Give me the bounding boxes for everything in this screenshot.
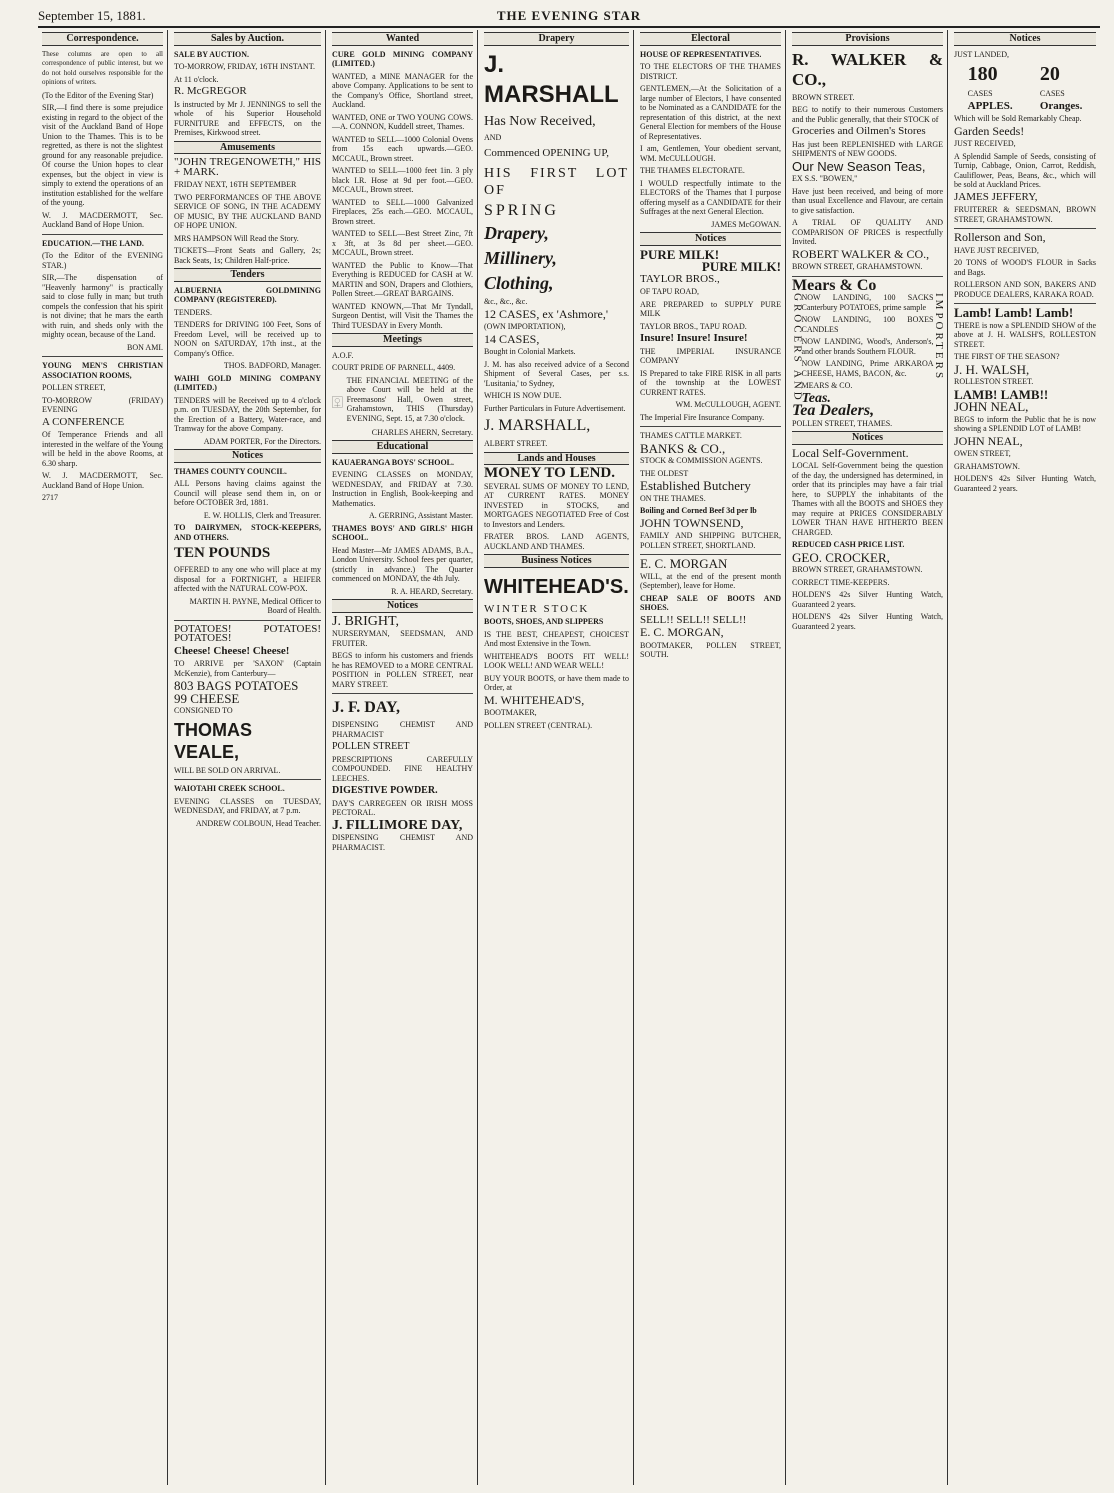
thomas-veale: THOMAS VEALE, <box>174 719 252 762</box>
tender-title: WAIHI GOLD MINING COMPANY (LIMITED.) <box>174 373 321 392</box>
walker-name: R. WALKER & CO., <box>792 49 943 89</box>
section-header: Electoral <box>640 32 781 46</box>
fillimore-name: J. FILLIMORE DAY, <box>332 817 463 833</box>
mears-landing-3: NOW LANDING, Wood's, Anderson's, and other brands Southern FLOUR. <box>801 337 934 356</box>
and-label: AND <box>484 132 502 142</box>
ymca-date: TO-MORROW (FRIDAY) EVENING <box>42 395 163 414</box>
oranges: Oranges. <box>1039 99 1083 112</box>
notice-title: THAMES COUNTY COUNCIL. <box>174 466 287 476</box>
column-drapery <box>480 30 634 1485</box>
ad-number: 2717 <box>42 493 58 502</box>
bright-name: J. BRIGHT, <box>332 613 400 629</box>
imperial-2: The Imperial Fire Insurance Company. <box>640 412 765 422</box>
jeffery: JAMES JEFFERY, <box>954 190 1038 203</box>
electorate: THE THAMES ELECTORATE. <box>640 166 745 175</box>
rolleston: ROLLESTON STREET. <box>954 377 1034 386</box>
stock-agents: STOCK & COMMISSION AGENTS. <box>640 456 763 465</box>
letter-body: SIR,—The dispensation of "Heavenly harmony" is practically said to close fully in man; but truth compels the confession that his spirit is not divine; that he mars the earth with ruin, and sheds only with the mighty ocean, because of the Land. <box>42 273 163 339</box>
electors: TO THE ELECTORS OF THE THAMES DISTRICT. <box>640 62 781 81</box>
holden-ad: HOLDEN'S 42s Silver Hunting Watch, Guaranteed 2 years. <box>792 612 943 631</box>
section-header: Educational <box>332 440 473 454</box>
supply-milk: ARE PREPARED to SUPPLY PURE MILK <box>640 299 781 318</box>
section-header: Notices <box>954 32 1096 46</box>
meeting-court: COURT PRIDE OF PARNELL, 4409. <box>332 363 456 372</box>
imperial: THE IMPERIAL INSURANCE COMPANY <box>640 346 781 365</box>
john-neal: JOHN NEAL, <box>954 399 1029 414</box>
on-thames: ON THE THAMES. <box>640 493 706 503</box>
insure-body: IS Prepared to take FIRE RISK in all parts of the township at the LOWEST CURRENT RATES. <box>640 368 781 397</box>
opening-up: Commenced OPENING UP, <box>484 147 609 159</box>
tapu-road: OF TAPU ROAD, <box>640 287 699 296</box>
wanted-ad: WANTED KNOWN,—That Mr Tyndall, Surgeon Dentist, will Visit the Thames the Third TUESDAY in Every Month. <box>332 301 473 330</box>
section-header: Tenders <box>174 268 321 282</box>
butchery: Established Butchery <box>640 478 751 493</box>
walker-body: BEG to notify to their numerous Customers and the Public generally, that their STOCK of <box>792 105 943 124</box>
ymca-sign: W. J. MACDERMOTT, Sec. Auckland Band of Hope Union. <box>42 471 163 490</box>
rollerson: Rollerson and Son, <box>954 230 1046 244</box>
garden-seeds: Garden Seeds! <box>954 123 1025 138</box>
morgan-body: WILL, at the end of the present month (September), leave for Home. <box>640 571 781 590</box>
section-header: Wanted <box>332 32 473 46</box>
etc: &c., &c., &c. <box>484 297 528 306</box>
meeting-sign: CHARLES AHERN, Secretary. <box>371 427 473 437</box>
walker-body-2: Has just been REPLENISHED with LARGE SHIPMENTS of NEW GOODS. <box>792 139 943 158</box>
lamb-body: THERE is now a SPLENDID SHOW of the above at J. H. WALSH'S, ROLLESTON STREET. <box>954 320 1096 349</box>
sale-time: At 11 o'clock. <box>174 74 219 84</box>
wanted-ad: WANTED the Public to Know—That Everything is REDUCED for CASH at W. MARTIN and SON, Drapers and Clothiers, Pollen Street.—GREAT BARGAINS. <box>332 260 473 298</box>
apples-count: 180 <box>967 63 998 85</box>
buy-boots: BUY YOUR BOOTS, or have them made to Order, at <box>484 673 629 692</box>
issue-date: September 15, 1881. <box>38 8 146 23</box>
sold-cheap: Which will be Sold Remarkably Cheap. <box>954 114 1082 123</box>
jeffery-sub: FRUITERER & SEEDSMAN, BROWN STREET, GRAHAMSTOWN. <box>954 205 1096 224</box>
tender-sub: TENDERS. <box>174 307 212 317</box>
tender-body: TENDERS will be Received up to 4 o'clock p.m. on TUESDAY, the 20th September, for the Erection of a Battery, Water-race, and Tramway for the above Company. <box>174 395 321 433</box>
pure-milk-2: PURE MILK! <box>701 259 781 274</box>
bright-sub: NURSERYMAN, SEEDSMAN, AND FRUITER. <box>332 629 473 648</box>
signature: W. J. MACDERMOTT, Sec. Auckland Band of Hope Union. <box>42 210 163 229</box>
column-provisions <box>788 30 948 1485</box>
mears-logo: Mears & Co <box>792 276 877 294</box>
mears-landing-4: NOW LANDING, Prime ARKAROA CHEESE, HAMS, BACON, &c. <box>801 359 934 378</box>
notice-sign: E. W. HOLLIS, Clerk and Treasurer. <box>203 510 321 520</box>
section-header: Correspondence. <box>42 32 163 46</box>
section-header: Drapery <box>484 32 629 46</box>
irish-moss: DAY'S CARREGEEN OR IRISH MOSS PECTORAL. <box>332 798 473 817</box>
column-notices <box>950 30 1100 1485</box>
tender-title: ALBUERNIA GOLDMINING COMPANY (REGISTERED). <box>174 285 321 304</box>
tons-flour: 20 TONS of WOOD'S FLOUR in Sacks and Bags. <box>954 258 1096 277</box>
just-landed: JUST LANDED, <box>954 49 1009 59</box>
meeting-org: A.O.F. <box>332 350 354 360</box>
ymca-title: YOUNG MEN'S CHRISTIAN ASSOCIATION ROOMS, <box>42 361 163 380</box>
further-particulars: Further Particulars in Future Advertisement. <box>484 403 626 413</box>
millinery: Millinery, <box>484 248 557 268</box>
elector-body-2: I WOULD respectfully intimate to the ELECTORS of the Thames that I purpose offering myself as a CANDIDATE for their Suffrages at the next General Election. <box>640 178 781 216</box>
local-body: LOCAL Self-Government being the question of the day, the undersigned has determined, in order that its principles may have a fair trial here, to SUPPLY the inhabitants of the Thames with all the BOOTS and SHOES they may require at PRICES CONSIDERABLY LOWER THAN HAVE HITHERTO BEEN CHARGED. <box>792 461 943 537</box>
show-title: "JOHN TREGENOWETH," HIS + MARK. <box>174 156 321 178</box>
lodge-crest-icon <box>332 376 343 428</box>
house-reps: HOUSE OF REPRESENTATIVES. <box>640 49 762 59</box>
cases-label: CASES <box>967 89 993 98</box>
walsh: J. H. WALSH, <box>954 361 1030 377</box>
holden-ad: HOLDEN'S 42s Silver Hunting Watch, Guaranteed 2 years. <box>792 590 943 609</box>
cases-label: CASES <box>1039 89 1065 98</box>
consigned: CONSIGNED TO <box>174 706 233 715</box>
notice-body: ALL Persons having claims against the Council will please send them in, on or before OCTOBER 3rd, 1881. <box>174 479 321 507</box>
john-neal-2: JOHN NEAL, <box>954 433 1023 448</box>
drapery: Drapery, <box>484 223 549 243</box>
cheese-count: 99 CHEESE <box>174 690 240 706</box>
school-body: EVENING CLASSES on TUESDAY, WEDNESDAY, and FRIDAY, at 7 p.m. <box>174 796 321 815</box>
letter-body: SIR,—I find there is some prejudice existing in regard to the object of the visit of the Auckland Band of Hope Union to the Thames. This is to be regretted, as there is not the slightest ground for any reasonable prejudice. Of course the Union hopes to clear expenses, but the object in view is simply to extend the operations of an institution established for the welfare of the young. <box>42 103 163 207</box>
crocker: GEO. CROCKER, <box>792 549 890 565</box>
ten-pounds: TEN POUNDS <box>174 545 271 561</box>
lamb-2: LAMB! LAMB!! <box>954 386 1049 402</box>
mears-sign: MEARS & CO. <box>801 381 853 390</box>
notice: These columns are open to all correspondence of public interest, but we do not hold ourselves responsible for the opinions of writers. <box>42 49 163 86</box>
corned-beef: Boiling and Corned Beef 3d per lb <box>640 506 757 515</box>
reduced-list: REDUCED CASH PRICE LIST. <box>792 540 905 549</box>
show-date: FRIDAY NEXT, 16TH SEPTEMBER <box>174 180 297 189</box>
pollen-central: POLLEN STREET (CENTRAL). <box>484 720 593 730</box>
section-header: Amusements <box>174 141 321 155</box>
elector-sign: I am, Gentlemen, Your obedient servant, WM. McCULLOUGH. <box>640 144 781 163</box>
school-title: KAUAERANGA BOYS' SCHOOL. <box>332 457 455 467</box>
column-correspondence <box>38 30 168 1485</box>
neal-body: BEGS to inform the Public that he is now showing a SPLENDID LOT of LAMB! <box>954 414 1096 433</box>
clothing: Clothing, <box>484 273 554 293</box>
bootmaker: BOOTMAKER, <box>484 708 537 717</box>
ymca-street: POLLEN STREET, <box>42 383 106 392</box>
banks: BANKS & CO., <box>640 440 726 456</box>
morgan-2: E. C. MORGAN, <box>640 625 724 639</box>
column-wanted <box>328 30 478 1485</box>
section-header: Notices <box>332 599 473 613</box>
salutation: (To the Editor of the Evening Star) <box>42 90 154 100</box>
m-whitehead: M. WHITEHEAD'S, <box>484 692 585 707</box>
oranges-count: 20 <box>1039 63 1060 85</box>
sale-date: TO-MORROW, FRIDAY, 16TH INSTANT. <box>174 62 316 71</box>
sale-body: Is instructed by Mr J. JENNINGS to sell the whole of his Superior Household FURNITURE and EFFECTS, on the Premises, Kirkwood street. <box>174 99 321 137</box>
first-lot: HIS FIRST LOT OF <box>484 166 629 198</box>
show-body: TWO PERFORMANCES OF THE ABOVE SERVICE OF SONG, IN THE ACADEMY OF MUSIC, BY THE AUCKLAND BAND OF HOPE UNION. <box>174 192 321 230</box>
bags: 803 BAGS POTATOES <box>174 678 299 693</box>
meeting-body: THE FINANCIAL MEETING of the above Court will be held at the Freemasons' Hall, Owen street, Grahamstown, THIS (Thursday) EVENING, Sept. 15, at 7.30 o'clock. <box>346 375 473 423</box>
letter-title: EDUCATION.—THE LAND. <box>42 238 144 248</box>
masthead <box>38 8 1100 28</box>
garden-body: A Splendid Sample of Seeds, consisting of Turnip, Cabbage, Onion, Carrot, Reddish, Cauliflower, Peas, Beans, &c., which will be sold at Auckland Prices. <box>954 151 1096 189</box>
potatoes: POTATOES! POTATOES! POTATOES! <box>174 622 321 644</box>
wanted-title: CURE GOLD MINING COMPANY (LIMITED.) <box>332 49 473 68</box>
notice-title: TO DAIRYMEN, STOCK-KEEPERS, AND OTHERS. <box>174 523 321 542</box>
apples: APPLES. <box>967 99 1013 112</box>
sell: SELL!! SELL!! SELL!! <box>640 613 747 626</box>
day-addr: POLLEN STREET <box>332 741 410 752</box>
importers-vertical: IMPORTERS <box>933 293 945 382</box>
wanted-ad: WANTED to SELL—1000 feet 1in. 3 ply black I.R. Hose at 9d per foot.—GEO. MCCAUL, Brown street. <box>332 166 473 194</box>
rollerson-2: ROLLERSON AND SON, BAKERS AND PRODUCE DEALERS, KARAKA ROAD. <box>954 280 1096 299</box>
school-title: WAIOTAHI CREEK SCHOOL. <box>174 784 285 793</box>
cheapest: IS THE BEST, CHEAPEST, CHOICEST And most Extensive in the Town. <box>484 629 629 648</box>
crocker-addr: BROWN STREET, GRAHAMSTOWN. <box>792 565 923 574</box>
have-received: HAVE JUST RECEIVED, <box>954 245 1039 255</box>
elector-body: GENTLEMEN,—At the Solicitation of a large number of Electors, I have consented to be Nominated as a CANDIDATE for the representation of this district, at the next General Election for members of the House of Representatives. <box>640 84 781 141</box>
section-header: Sales by Auction. <box>174 32 321 46</box>
wanted-ad: WANTED to SELL—1000 Colonial Ovens from 15s each upwards.—GEO. MCCAUL, Brown street. <box>332 134 473 163</box>
section-header: Business Notices <box>484 554 629 568</box>
grocers-vertical: GROCERS AND <box>791 293 804 403</box>
morgan-addr: BOOTMAKER, POLLEN STREET, SOUTH. <box>640 640 781 659</box>
cheap-sale: CHEAP SALE OF BOOTS AND SHOES. <box>640 593 781 612</box>
robert-walker: ROBERT WALKER & CO., <box>792 246 930 261</box>
mears-landing-1: NOW LANDING, 100 SACKS Canterbury POTATOES, prime sample <box>801 293 934 312</box>
auctioneer: R. McGREGOR <box>174 85 247 97</box>
mears-landing-2: NOW LANDING, 100 BOXES CANDLES <box>801 315 934 334</box>
money-to-lend: MONEY TO LEND. <box>484 465 615 481</box>
taylor-bros: TAYLOR BROS., <box>640 272 720 285</box>
walker-addr: BROWN STREET. <box>792 92 855 102</box>
school-sign: A. GERRING, Assistant Master. <box>369 511 473 520</box>
school-sign: ANDREW COLBOUN, Head Teacher. <box>195 818 321 828</box>
cases-ashmore: 12 CASES, ex 'Ashmore,' <box>484 306 608 321</box>
cattle-market: THAMES CATTLE MARKET. <box>640 431 742 440</box>
salutation: (To the Editor of the EVENING STAR.) <box>42 251 163 270</box>
newspaper-title: THE EVENING STAR <box>496 8 642 23</box>
sale-heading: SALE BY AUCTION. <box>174 49 250 59</box>
show-reader: MRS HAMPSON Will Read the Story. <box>174 233 299 243</box>
section-header: Notices <box>792 431 943 445</box>
family-butcher: FAMILY AND SHIPPING BUTCHER, POLLEN STREET, SHORTLAND. <box>640 531 781 550</box>
bright-body: BEGS to inform his customers and friends he has REMOVED to a MORE CENTRAL POSITION in POLLEN STREET, near MARY STREET. <box>332 651 473 689</box>
ex-bowen: EX S.S. "BOWEN," <box>792 174 858 183</box>
money-body: SEVERAL SUMS OF MONEY TO LEND, AT CURRENT RATES. MONEY INVESTED in STOCKS, and MORTGAGES NEGOTIATED Free of Cost to Investors and Lenders. <box>484 481 629 529</box>
oldest: THE OLDEST <box>640 468 689 478</box>
day-body: PRESCRIPTIONS CAREFULLY COMPOUNDED. FINE HEALTHY LEECHES. <box>332 754 473 783</box>
second-shipment: J. M. has also received advice of a Second Shipment of Several Cases, per s.s. 'Lusitania,' to Sydney, <box>484 359 629 388</box>
has-received: Has Now Received, <box>484 113 596 129</box>
insure: Insure! Insure! Insure! <box>640 332 748 344</box>
wanted-ad: WANTED, a MINE MANAGER for the above Company. Applications to be sent to the Company's Office, Shortland street, Auckland. <box>332 71 473 109</box>
digestive-powder: DIGESTIVE POWDER. <box>332 785 438 796</box>
signature: BON AMI. <box>126 342 163 352</box>
grahamstown: GRAHAMSTOWN. <box>954 461 1020 471</box>
notice-sign: MARTIN H. PAYNE, Medical Officer to Board of Health. <box>189 596 321 615</box>
now-due: WHICH IS NOW DUE. <box>484 391 562 400</box>
tender-sign: THOS. BADFORD, Manager. <box>223 361 321 370</box>
owen-street: OWEN STREET, <box>954 449 1011 458</box>
show-tickets: TICKETS—Front Seats and Gallery, 2s; Back Seats, 1s; Children Half-price. <box>174 246 321 265</box>
local-govt: Local Self-Government. <box>792 445 909 460</box>
wanted-ad: WANTED, ONE or TWO YOUNG COWS.—A. CONNON, Kuddell street, Thames. <box>332 112 473 131</box>
day-sub: DISPENSING CHEMIST AND PHARMACIST <box>332 720 473 739</box>
school-body: EVENING CLASSES on MONDAY, WEDNESDAY, and FRIDAY at 7.30. Instruction in English, Book-keeping and Mathematics. <box>332 470 473 508</box>
column-auctions <box>170 30 326 1485</box>
sold-on-arrival: WILL BE SOLD ON ARRIVAL. <box>174 765 281 775</box>
first-of-season: THE FIRST OF THE SEASON? <box>954 352 1060 361</box>
morgan: E. C. MORGAN <box>640 556 728 571</box>
section-header: Provisions <box>792 32 943 46</box>
teas-body: Have just been received, and being of more than usual Excellence and Flavour, are certain to give satisfaction. <box>792 186 943 215</box>
spring: SPRING <box>484 202 559 219</box>
holden-ad: HOLDEN'S 42s Silver Hunting Watch, Guaranteed 2 years. <box>954 474 1096 493</box>
frater-bros: FRATER BROS. LAND AGENTS, AUCKLAND AND THAMES. <box>484 532 629 551</box>
bought: Bought in Colonial Markets. <box>484 347 576 356</box>
whiteheads: WHITEHEAD'S. <box>484 575 629 598</box>
lamb: Lamb! Lamb! Lamb! <box>954 305 1074 320</box>
insure-sign: WM. McCULLOUGH, AGENT. <box>675 400 781 409</box>
section-header: Lands and Houses <box>484 452 629 466</box>
robert-addr: BROWN STREET, GRAHAMSTOWN. <box>792 262 923 271</box>
elector-sign-2: JAMES McGOWAN. <box>711 219 781 229</box>
notice-body: OFFERED to any one who will place at my disposal for a FORTNIGHT, a HEIFER affected with the NATURAL COW-POX. <box>174 565 321 593</box>
townsend: JOHN TOWNSEND, <box>640 515 744 530</box>
day-name: J. F. DAY, <box>332 699 401 716</box>
tender-body: TENDERS for DRIVING 100 Feet, Sons of Freedom Level, will be received up to NOON on SATURDAY, 17th inst., at the Company's Office. <box>174 320 321 358</box>
own-importation: (OWN IMPORTATION), <box>484 322 566 331</box>
wanted-ad: WANTED to SELL—1000 Galvanized Fireplaces, 25s each.—GEO. MCCAUL, Brown street. <box>332 197 473 226</box>
marshall-name-2: J. MARSHALL, <box>484 417 591 434</box>
fillimore-sub: DISPENSING CHEMIST AND PHARMACIST. <box>332 833 473 852</box>
ymca-body: Of Temperance Friends and all interested in the welfare of the Young will be held in the above Rooms, at 6.30 sharp. <box>42 430 163 468</box>
taylor-bros-2: TAYLOR BROS., TAPU ROAD. <box>640 321 747 331</box>
fit-well: WHITEHEAD'S BOOTS FIT WELL! LOOK WELL! AND WEAR WELL! <box>484 651 629 670</box>
section-header: Meetings <box>332 333 473 347</box>
boots-shoes: BOOTS, SHOES, AND SLIPPERS <box>484 617 604 626</box>
cases-colonial: 14 CASES, <box>484 331 540 346</box>
albert-street: ALBERT STREET. <box>484 439 548 448</box>
pure-milk: PURE MILK! <box>640 246 720 262</box>
teas-title: Teas. <box>801 390 831 406</box>
tea-dealers: Tea Dealers, <box>792 402 875 419</box>
school-body: Head Master—Mr JAMES ADAMS, B.A., London University. School fees per quarter, (strictly in advance.) The Quarter commenced on MONDAY, the 4th July. <box>332 545 473 583</box>
marshall-name: J. MARSHALL <box>484 50 619 108</box>
tender-sign: ADAM PORTER, For the Directors. <box>203 436 321 446</box>
school-sign: R. A. HEARD, Secretary. <box>391 586 473 596</box>
school-title: THAMES BOYS' AND GIRLS' HIGH SCHOOL. <box>332 523 473 542</box>
new-teas: Our New Season Teas, <box>792 158 926 174</box>
groceries: Groceries and Oilmen's Stores <box>792 125 926 137</box>
time-keepers: CORRECT TIME-KEEPERS. <box>792 577 890 587</box>
just-received: JUST RECEIVED, <box>954 139 1016 148</box>
ymca-event: A CONFERENCE <box>42 415 125 428</box>
column-electoral <box>636 30 786 1485</box>
tea-addr: POLLEN STREET, THAMES. <box>792 418 893 428</box>
trial: A TRIAL OF QUALITY AND COMPARISON OF PRICES is respectfully Invited. <box>792 218 943 246</box>
section-header: Notices <box>640 232 781 246</box>
winter-stock: WINTER STOCK <box>484 602 590 615</box>
section-header: Notices <box>174 449 321 463</box>
cheese: Cheese! Cheese! Cheese! <box>174 644 290 657</box>
arrive: TO ARRIVE per 'SAXON' (Captain McKenzie), from Canterbury— <box>174 659 321 678</box>
wanted-ad: WANTED to SELL—Best Street Zinc, 7ft x 3ft, at 3s 8d per sheet.—GEO. MCCAUL, Brown street. <box>332 229 473 257</box>
